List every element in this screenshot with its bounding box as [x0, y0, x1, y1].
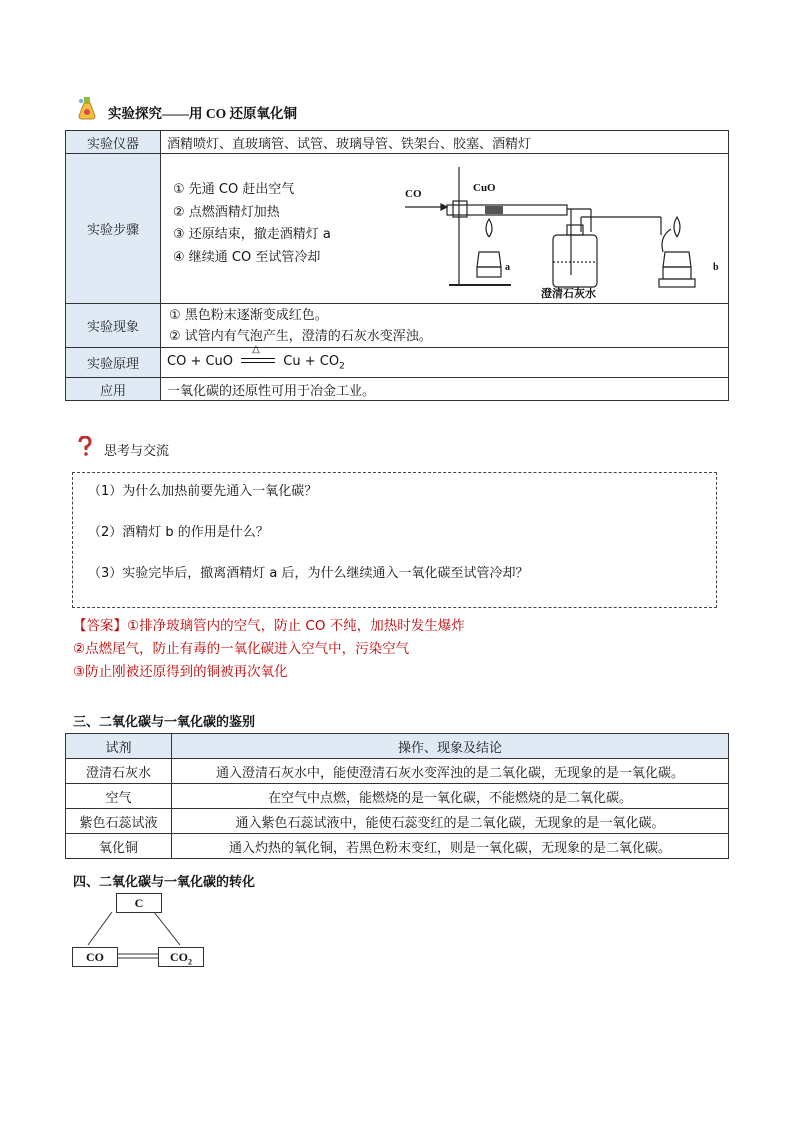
operation-cell: 通入澄清石灰水中，能使澄清石灰水变浑浊的是二氧化碳，无现象的是一氧化碳。 — [172, 759, 729, 784]
section3-title: 三、二氧化碳与一氧化碳的鉴别 — [73, 715, 256, 730]
application-label: 应用 — [66, 378, 161, 401]
steps-list — [173, 179, 331, 269]
phenomenon-item: ① 黑色粉末逐渐变成红色。 — [169, 307, 328, 323]
step-item: ② 点燃酒精灯加热 — [173, 204, 280, 220]
step-item: ④ 继续通 CO 至试管冷却 — [173, 249, 321, 265]
apparatus-diagram — [401, 157, 731, 302]
lamp-a-label: a — [505, 262, 510, 273]
experiment-table — [65, 130, 729, 401]
section1-title: 实验探究——用 CO 还原氧化铜 — [108, 106, 297, 121]
step-item: ③ 还原结束，撤走酒精灯 a — [173, 227, 331, 242]
node-co: CO — [72, 947, 118, 967]
phenomena-label: 实验现象 — [66, 304, 161, 348]
flask-icon — [76, 96, 98, 120]
cuo-label: CuO — [473, 182, 496, 194]
answer-line: ②点燃尾气，防止有毒的一氧化碳进入空气中，污染空气 — [73, 641, 410, 657]
question-item: （2）酒精灯 b 的作用是什么？ — [88, 525, 269, 540]
co-inlet-label: CO — [405, 188, 422, 200]
step-item: ① 先通 CO 赶出空气 — [173, 182, 295, 197]
question-mark-icon — [77, 436, 93, 456]
question-item: （1）为什么加热前要先通入一氧化碳？ — [88, 484, 318, 499]
principle-label: 实验原理 — [66, 348, 161, 378]
heat-condition: △ — [241, 354, 275, 368]
lamp-b-label: b — [713, 262, 719, 273]
section4-title: 四、二氧化碳与一氧化碳的转化 — [73, 875, 256, 890]
products: $Cu + CO_2$ — [283, 353, 345, 372]
reagent-cell: 澄清石灰水 — [66, 759, 172, 784]
node-c: C — [116, 893, 162, 913]
phenomenon-item: ② 试管内有气泡产生，澄清的石灰水变浑浊。 — [169, 328, 432, 344]
reagent-cell: 紫色石蕊试液 — [66, 809, 172, 834]
steps-label: 实验步骤 — [66, 154, 161, 304]
reagent-cell: 空气 — [66, 784, 172, 809]
answer-tag: 【答案】 — [73, 618, 127, 634]
section2-title: 思考与交流 — [104, 444, 170, 459]
reactants: CO + CuO — [167, 353, 234, 369]
answer-line: ③防止刚被还原得到的铜被再次氧化 — [73, 664, 288, 680]
application-text: 一氧化碳的还原性可用于冶金工业。 — [161, 378, 729, 401]
operation-cell: 通入灼热的氧化铜，若黑色粉末变红，则是一氧化碳，无现象的是二氧化碳。 — [172, 834, 729, 859]
node-co2: $CO_2$ — [158, 947, 204, 967]
caption-limewater: 澄清石灰水 — [541, 288, 596, 300]
header-reagent: 试剂 — [66, 734, 172, 759]
operation-cell: 通入紫色石蕊试液中，能使石蕊变红的是二氧化碳，无现象的是一氧化碳。 — [172, 809, 729, 834]
instruments-label: 实验仪器 — [66, 131, 161, 154]
answer-line: 【答案】①排净玻璃管内的空气，防止 CO 不纯，加热时发生爆炸 — [73, 618, 465, 634]
instruments-text: 酒精喷灯、直玻璃管、试管、玻璃导管、铁架台、胶塞、酒精灯 — [161, 131, 729, 154]
reagent-cell: 氧化铜 — [66, 834, 172, 859]
question-item: （3）实验完毕后，撤离酒精灯 a 后，为什么继续通入一氧化碳至试管冷却？ — [88, 566, 529, 581]
operation-cell: 在空气中点燃，能燃烧的是一氧化碳，不能燃烧的是二氧化碳。 — [172, 784, 729, 809]
identification-table — [65, 733, 729, 859]
principle-equation — [161, 344, 729, 378]
header-operation: 操作、现象及结论 — [172, 734, 729, 759]
